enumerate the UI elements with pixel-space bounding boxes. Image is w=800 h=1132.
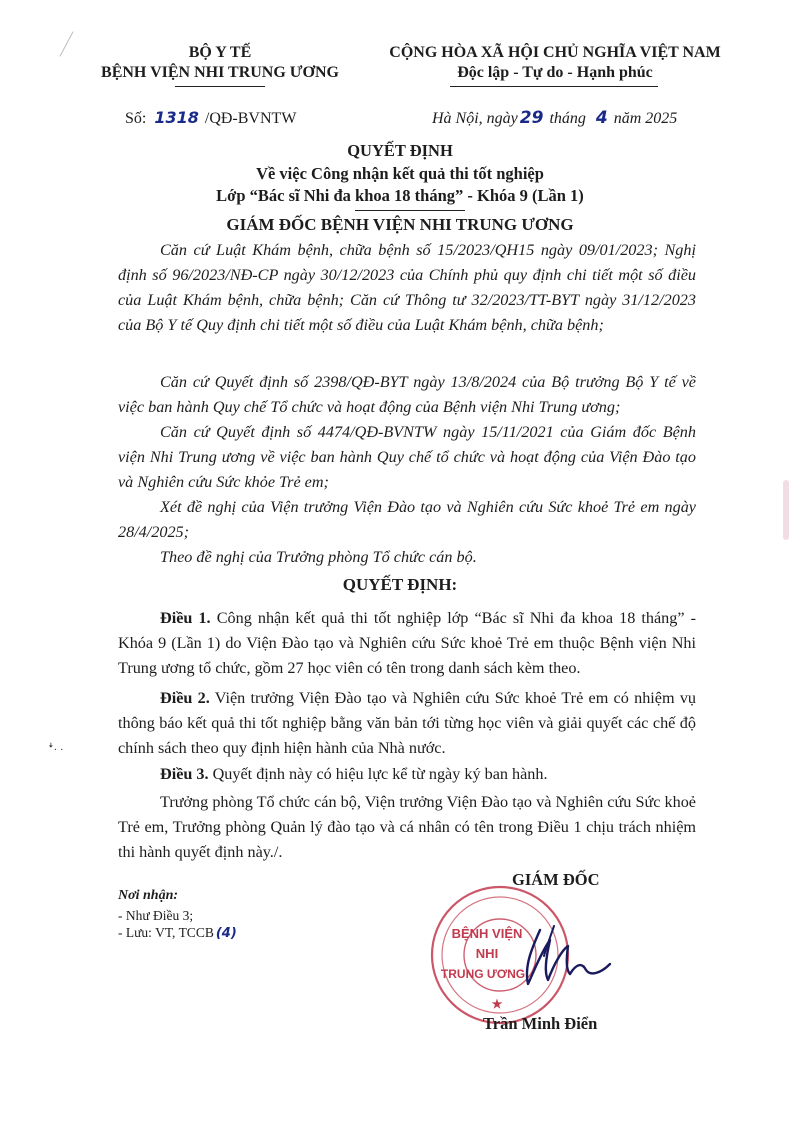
motto-underline	[450, 86, 658, 87]
article-3	[118, 762, 696, 787]
date-month-label: tháng	[549, 110, 586, 127]
article-2-text: Viện trưởng Viện Đào tạo và Nghiên cứu Sức khoẻ Trẻ em có nhiệm vụ thông báo kết quả thi tốt nghiệp bằng văn bản tới từng học viên và giải quyết các chế độ chính sách theo quy định hiện hành của Nhà nước.	[118, 689, 697, 757]
title-underline	[355, 210, 465, 211]
stamp-text-2: NHI	[475, 946, 499, 961]
decision-subtitle-2: Lớp “Bác sĩ Nhi đa khoa 18 tháng” - Khóa 9 (Lần 1)	[216, 186, 584, 205]
document-number	[125, 108, 296, 128]
recipient-item-2: - Lưu: VT, TCCB (4)	[118, 925, 237, 941]
decision-title: QUYẾT ĐỊNH	[347, 141, 453, 160]
date-month: 4	[595, 108, 608, 128]
date-prefix: Hà Nội, ngày	[432, 110, 518, 127]
motto: Độc lập - Tự do - Hạnh phúc	[457, 64, 653, 81]
stamp-star-icon: ★	[491, 997, 503, 1011]
decision-heading: QUYẾT ĐỊNH:	[342, 575, 458, 594]
basis-paragraph-1: Căn cứ Luật Khám bệnh, chữa bệnh số 15/2023/QH15 ngày 09/01/2023; Nghị định số 96/2023/NĐ-CP ngày 30/12/2023 của Chính phủ quy định chi tiết một số điều của Luật Khám bệnh, chữa bệnh; Căn cứ Thông tư 32/2023/TT-BYT ngày 31/12/2023 của Bộ Y tế Quy định chi tiết một số điều của Luật Khám bệnh, chữa bệnh;	[118, 241, 696, 334]
issue-date	[432, 108, 677, 128]
country-name: CỘNG HÒA XÃ HỘI CHỦ NGHĨA VIỆT NAM	[389, 44, 721, 61]
handwritten-signature	[510, 918, 620, 998]
closing-paragraph: Trưởng phòng Tổ chức cán bộ, Viện trưởng Viện Đào tạo và Nghiên cứu Sức khoẻ Trẻ em, Trưởng phòng Quản lý đào tạo và cá nhân có tên trong Điều 1 chịu trách nhiệm thi hành quyết định này./.	[118, 793, 696, 861]
corner-scratch	[59, 31, 73, 56]
date-year: năm 2025	[613, 110, 678, 127]
recipient-item-1: - Như Điều 3;	[118, 908, 194, 923]
number-suffix: /QĐ-BVNTW	[204, 110, 297, 127]
article-1-label: Điều 1.	[160, 609, 211, 627]
basis-paragraph-5: Theo đề nghị của Trưởng phòng Tổ chức cán bộ.	[160, 548, 477, 566]
basis-paragraph-3: Căn cứ Quyết định số 4474/QĐ-BVNTW ngày 15/11/2021 của Giám đốc Bệnh viện Nhi Trung ương về việc ban hành Quy chế tổ chức và hoạt động của Viện Đào tạo và Nghiên cứu Sức khỏe Trẻ em;	[118, 423, 696, 491]
margin-mark-right	[783, 480, 789, 540]
number-handwritten: 1318	[154, 108, 199, 127]
hospital-underline	[175, 86, 265, 87]
article-1	[118, 606, 696, 681]
basis-paragraph-2: Căn cứ Quyết định số 2398/QĐ-BYT ngày 13/8/2024 của Bộ trưởng Bộ Y tế về việc ban hành Quy chế Tổ chức và hoạt động của Bệnh viện Nhi Trung ương;	[118, 373, 696, 416]
recipient-count-handwritten: (4)	[215, 926, 237, 941]
decision-subtitle-1: Về việc Công nhận kết quả thi tốt nghiệp	[256, 164, 544, 183]
hospital-name: BỆNH VIỆN NHI TRUNG ƯƠNG	[101, 64, 339, 81]
signer-name: Trần Minh Điển	[483, 1014, 598, 1033]
signature-title: GIÁM ĐỐC	[512, 870, 600, 889]
stamp-text-1: BỆNH VIỆN	[451, 926, 523, 941]
article-2	[118, 686, 696, 761]
article-2-label: Điều 2.	[160, 689, 210, 707]
date-day: 29	[519, 108, 544, 128]
margin-mark-left: ꜜ· ·	[48, 744, 64, 756]
stamp-text-3: TRUNG ƯƠNG	[440, 967, 526, 981]
basis-paragraph-4: Xét đề nghị của Viện trưởng Viện Đào tạo và Nghiên cứu Sức khoẻ Trẻ em ngày 28/4/2025;	[118, 498, 696, 541]
number-prefix: Số:	[125, 110, 147, 127]
issuer-heading: GIÁM ĐỐC BỆNH VIỆN NHI TRUNG ƯƠNG	[226, 215, 574, 234]
ministry-name: BỘ Y TẾ	[188, 44, 252, 61]
recipients-title: Nơi nhận:	[118, 888, 179, 903]
article-3-label: Điều 3.	[160, 765, 209, 783]
article-3-text: Quyết định này có hiệu lực kể từ ngày ký ban hành.	[212, 765, 548, 783]
article-1-text: Công nhận kết quả thi tốt nghiệp lớp “Bác sĩ Nhi đa khoa 18 tháng” - Khóa 9 (Lần 1) do Viện Đào tạo và Nghiên cứu Sức khoẻ Trẻ em thuộc Bệnh viện Nhi Trung ương tổ chức, gồm 27 học viên có tên trong danh sách kèm theo.	[118, 609, 697, 677]
